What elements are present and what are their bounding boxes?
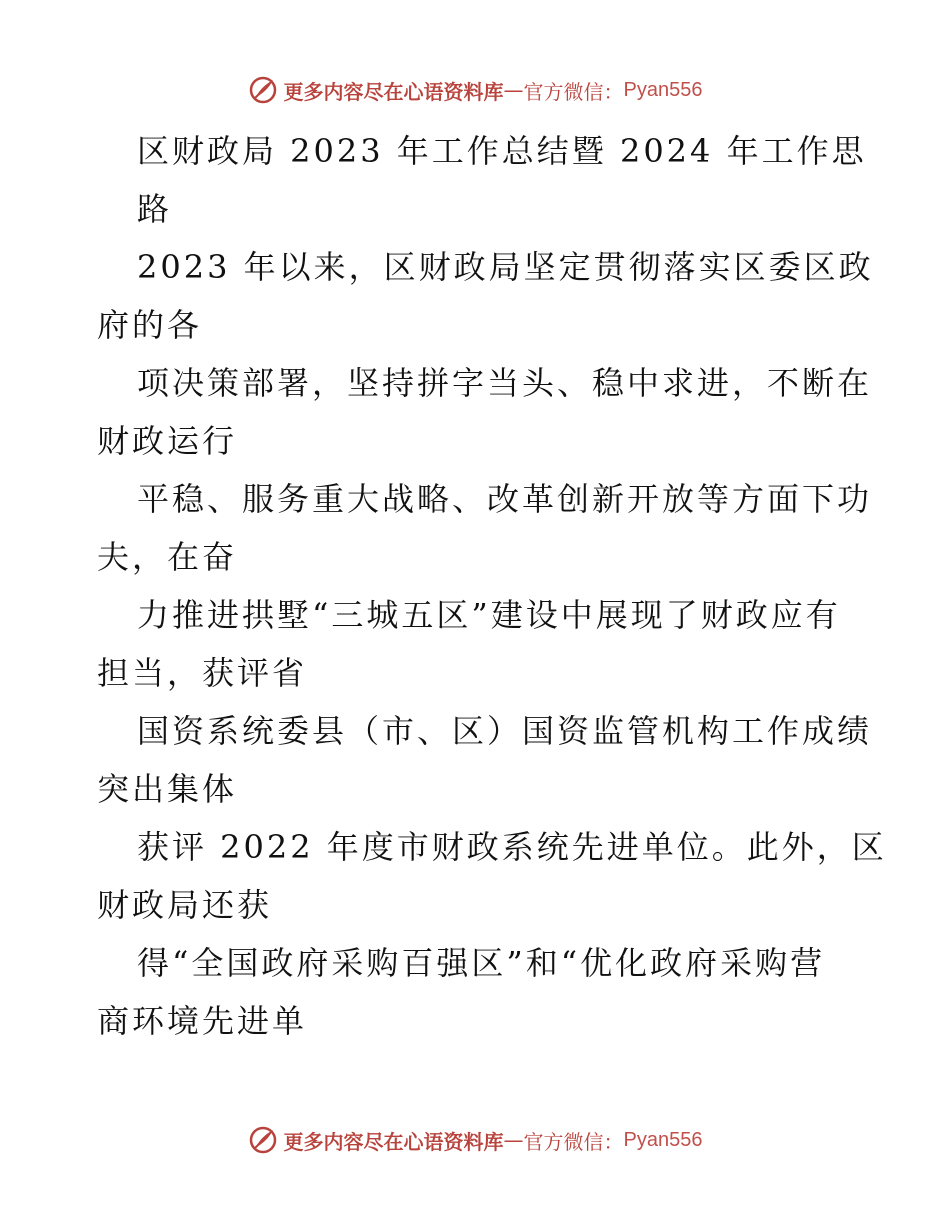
title-line-1: 区财政局 2023 年工作总结暨 2024 年工作思 xyxy=(137,132,867,170)
header-wechat-id: Pyan556 xyxy=(623,78,703,101)
body-line: 力推进拱墅“三城五区”建设中展现了财政应有 xyxy=(137,596,841,634)
title-line-2: 路 xyxy=(137,190,173,228)
body-line: 突出集体 xyxy=(97,770,238,808)
footer-wechat-label: 官方微信： xyxy=(523,1129,624,1154)
body-line: 财政局还获 xyxy=(97,886,273,924)
footer-wechat-id: Pyan556 xyxy=(623,1128,703,1151)
body-line: 府的各 xyxy=(97,306,203,344)
body-line: 项决策部署，坚持拼字当头、稳中求进，不断在 xyxy=(137,364,873,402)
header-watermark xyxy=(0,70,950,110)
document-body xyxy=(97,122,887,1050)
body-line: 商环境先进单 xyxy=(97,1002,308,1040)
quill-logo-icon xyxy=(248,1125,278,1155)
body-line: 担当，获评省 xyxy=(97,654,308,692)
footer-site-text: 更多内容尽在心语资料库 xyxy=(283,1129,504,1154)
footer-watermark xyxy=(0,1120,950,1160)
body-line: 国资系统委县（市、区）国资监管机构工作成绩 xyxy=(137,712,873,750)
quill-logo-icon xyxy=(248,75,278,105)
header-site-text: 更多内容尽在心语资料库 xyxy=(283,79,504,104)
body-line: 获评 2022 年度市财政系统先进单位。此外，区 xyxy=(137,828,887,866)
body-line: 得“全国政府采购百强区”和“优化政府采购营 xyxy=(137,944,826,982)
body-line: 财政运行 xyxy=(97,422,238,460)
body-line: 夫，在奋 xyxy=(97,538,238,576)
header-dash: — xyxy=(503,78,524,102)
body-line: 2023 年以来，区财政局坚定贯彻落实区委区政 xyxy=(137,248,874,286)
body-line: 平稳、服务重大战略、改革创新开放等方面下功 xyxy=(137,480,873,518)
header-wechat-label: 官方微信： xyxy=(523,79,624,104)
footer-dash: — xyxy=(503,1128,524,1152)
